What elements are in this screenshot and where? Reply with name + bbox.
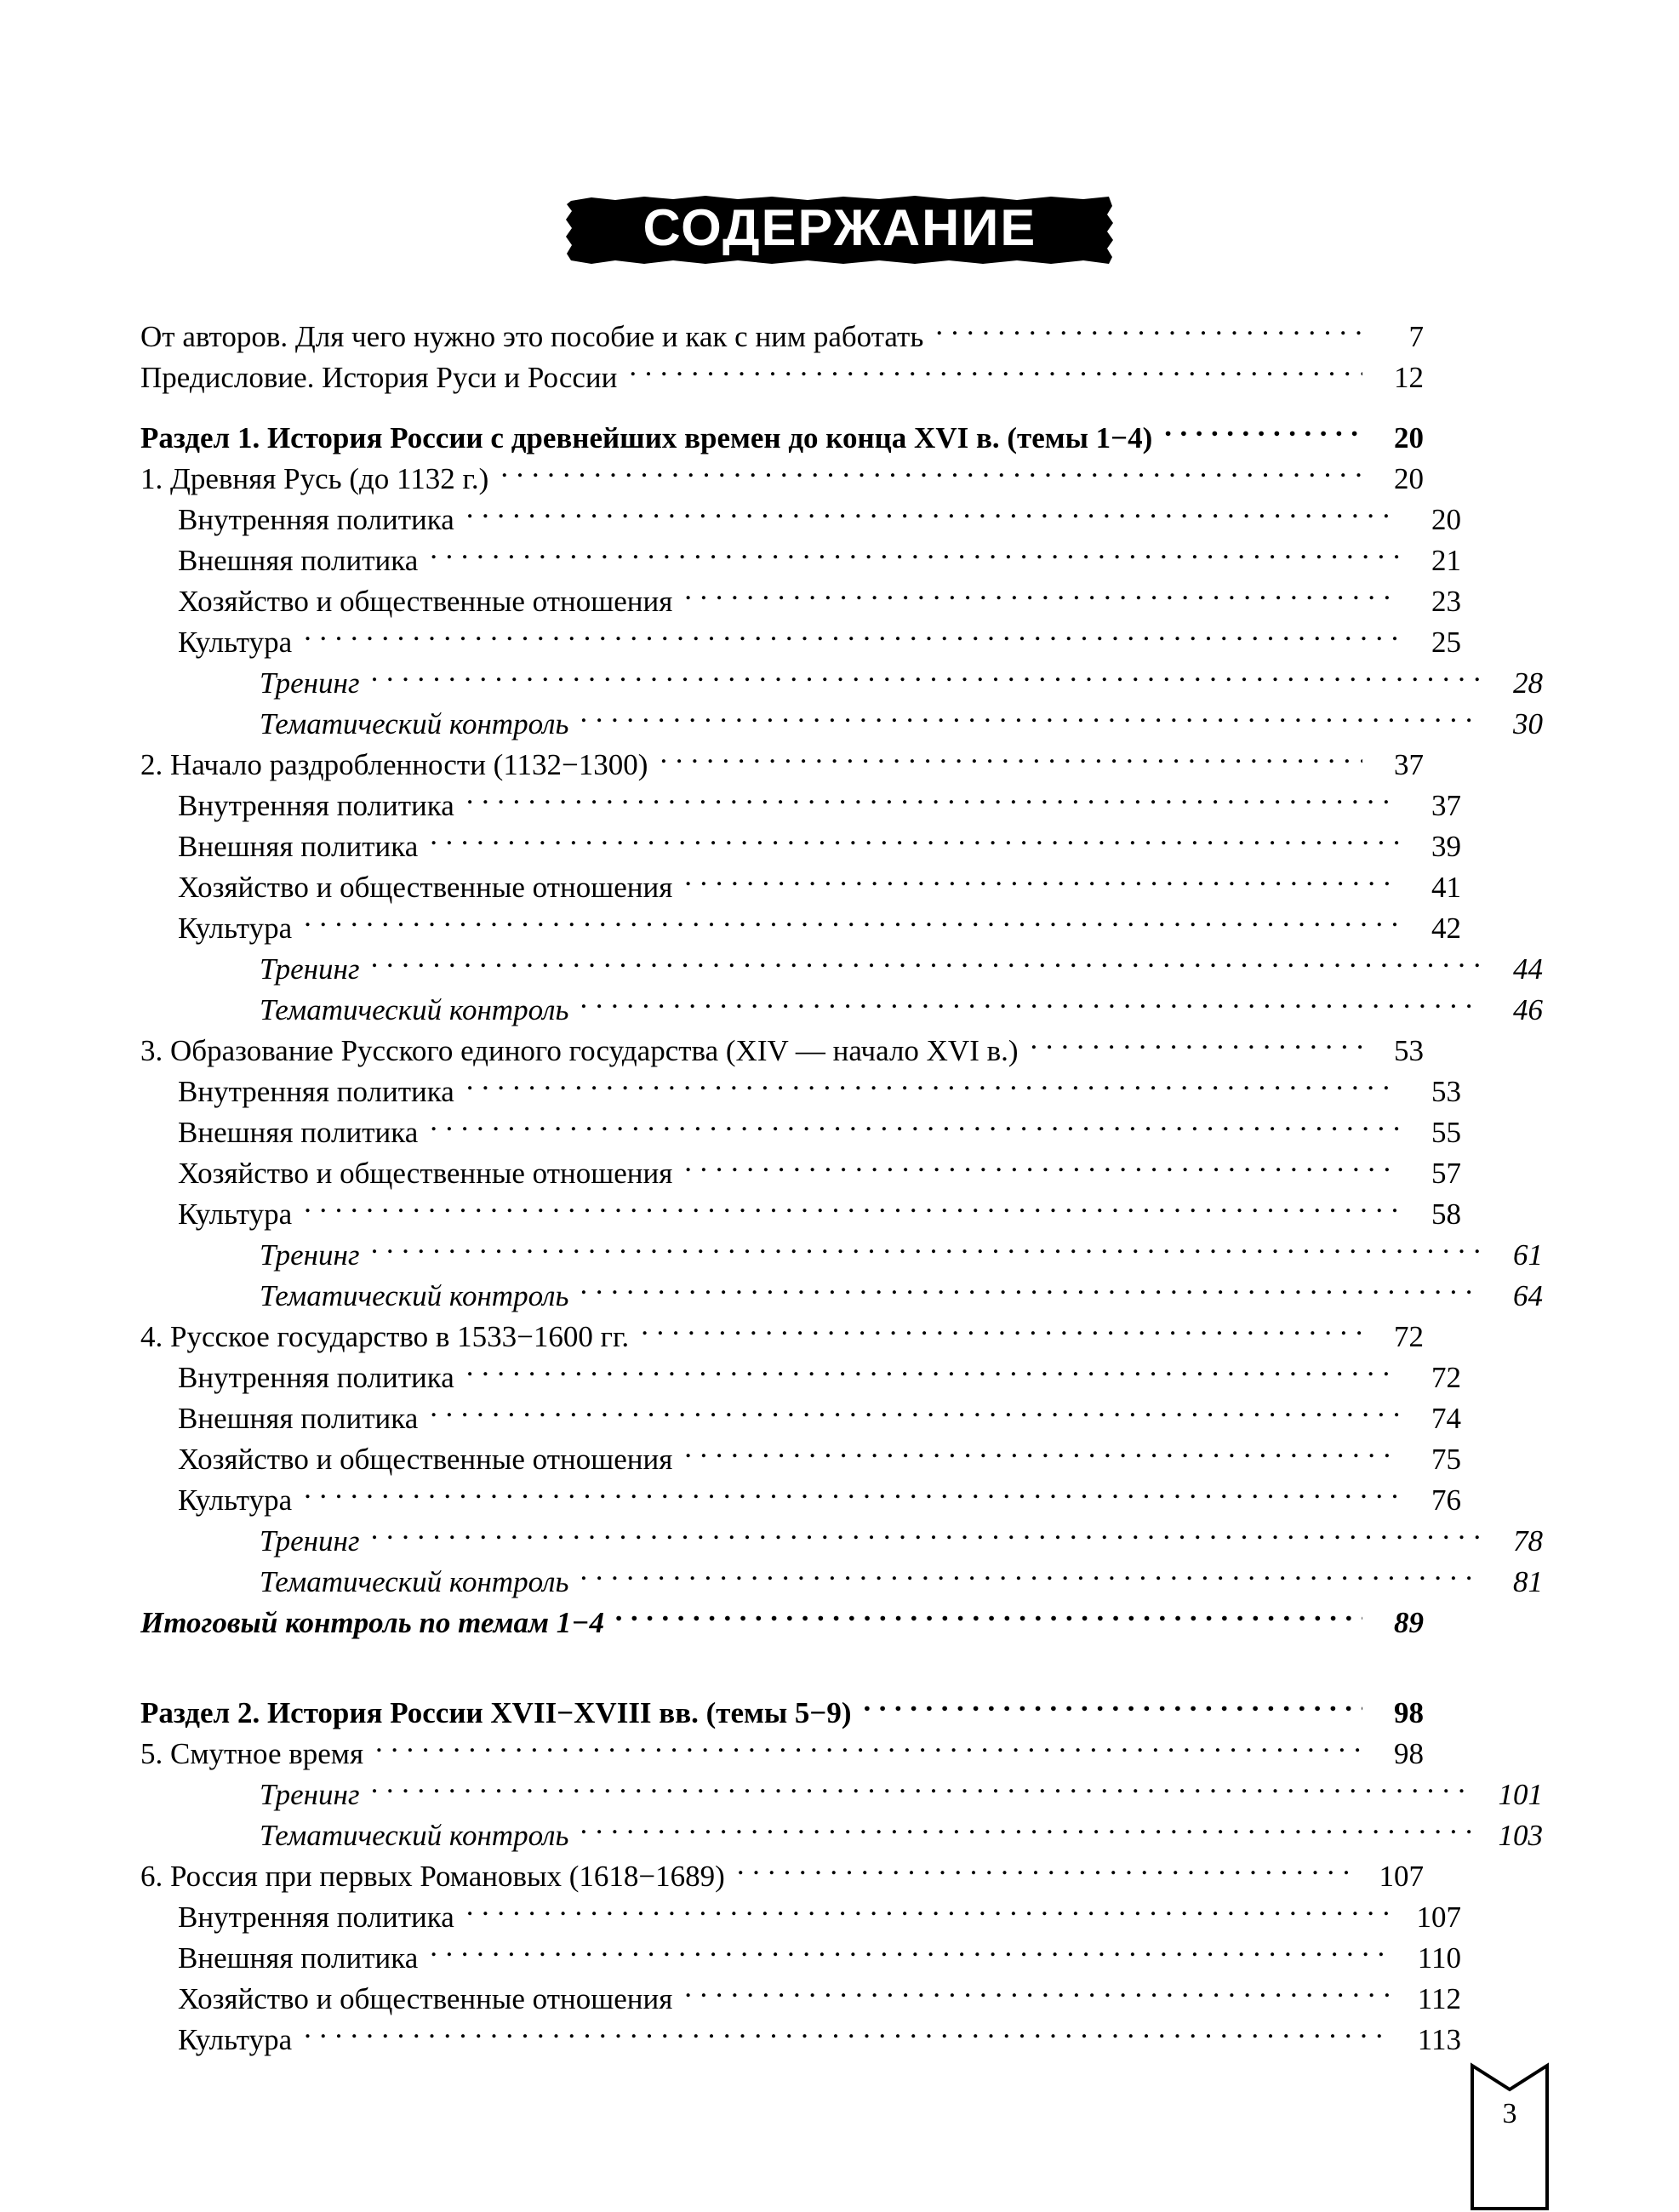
page-number-marker: [1469, 2062, 1551, 2212]
toc-entry-page-number: 41: [1431, 871, 1461, 904]
toc-entry[interactable]: [140, 1775, 1543, 1815]
toc-dot-leader: [372, 663, 1482, 693]
toc-entry[interactable]: [140, 1693, 1424, 1734]
toc-dot-leader: [466, 500, 1400, 529]
toc-entry-label: От авторов. Для чего нужно это пособие и как с ним работать: [140, 320, 924, 353]
toc-entry[interactable]: [140, 1357, 1461, 1398]
toc-entry-label: Внутренняя политика: [178, 1361, 454, 1394]
toc-entry-page-number: 7: [1408, 320, 1424, 353]
toc-entry[interactable]: [140, 1603, 1424, 1643]
toc-entry-label: 1. Древняя Русь (до 1132 г.): [140, 462, 489, 495]
toc-entry-page-number: 20: [1394, 462, 1424, 495]
toc-entry-page-number: 37: [1431, 789, 1461, 822]
toc-dot-leader: [580, 1815, 1471, 1845]
toc-dot-leader: [1031, 1031, 1362, 1060]
toc-entry-label: 3. Образование Русского единого государства (XIV — начало XVI в.): [140, 1034, 1019, 1067]
toc-entry-label: Тематический контроль: [260, 993, 569, 1026]
toc-entry[interactable]: [140, 581, 1461, 622]
toc-entry[interactable]: [140, 1194, 1461, 1235]
toc-entry-page-number: 20: [1394, 421, 1424, 454]
toc-entry[interactable]: [140, 1521, 1543, 1562]
toc-entry-page-number: 98: [1394, 1737, 1424, 1770]
toc-entry[interactable]: [140, 826, 1461, 867]
toc-dot-leader: [466, 786, 1400, 815]
toc-entry-label: Хозяйство и общественные отношения: [178, 585, 673, 618]
toc-dot-leader: [580, 1562, 1482, 1592]
toc-entry-label: Хозяйство и общественные отношения: [178, 1982, 673, 2015]
toc-dot-leader: [641, 1317, 1362, 1346]
toc-entry-page-number: 72: [1394, 1320, 1424, 1353]
toc-entry-page-number: 107: [1379, 1860, 1424, 1893]
toc-entry-label: Культура: [178, 626, 293, 659]
toc-entry-page-number: 101: [1498, 1778, 1543, 1811]
toc-entry-page-number: 72: [1431, 1361, 1461, 1394]
toc-entry-label: Культура: [178, 912, 293, 945]
toc-entry[interactable]: [140, 1317, 1424, 1357]
toc-entry[interactable]: [140, 1072, 1461, 1112]
toc-entry[interactable]: [140, 540, 1461, 581]
toc-entry[interactable]: [140, 500, 1461, 540]
toc-entry[interactable]: [140, 1480, 1461, 1521]
toc-entry-label: Внешняя политика: [178, 1941, 419, 1975]
toc-dot-leader: [580, 704, 1482, 734]
toc-entry-page-number: 58: [1431, 1197, 1461, 1231]
toc-dot-leader: [616, 1603, 1362, 1632]
toc-dot-leader: [304, 622, 1400, 652]
toc-dot-leader: [466, 1897, 1390, 1927]
toc-entry-page-number: 55: [1431, 1116, 1461, 1149]
toc-entry[interactable]: [140, 1979, 1461, 2020]
toc-dot-leader: [935, 317, 1362, 346]
toc-entry[interactable]: [140, 1815, 1543, 1856]
toc-entry-page-number: 30: [1513, 707, 1543, 740]
toc-entry[interactable]: [140, 663, 1543, 704]
toc-dot-leader: [684, 867, 1400, 897]
page-title: СОДЕРЖАНИЕ: [642, 199, 1037, 256]
toc-entry-page-number: 61: [1513, 1238, 1543, 1272]
toc-entry-page-number: 110: [1417, 1941, 1461, 1975]
toc-entry[interactable]: [140, 1153, 1461, 1194]
toc-entry-page-number: 21: [1431, 544, 1461, 577]
toc-dot-leader: [430, 540, 1400, 570]
toc-entry-label: Внешняя политика: [178, 544, 419, 577]
toc-entry-page-number: 89: [1394, 1606, 1424, 1639]
toc-entry[interactable]: [140, 1938, 1461, 1979]
toc-entry[interactable]: [140, 704, 1543, 745]
toc-entry[interactable]: [140, 908, 1461, 949]
toc-entry-label: Тренинг: [260, 1778, 360, 1811]
toc-dot-leader: [660, 745, 1362, 774]
toc-entry-label: Внешняя политика: [178, 1116, 419, 1149]
toc-entry-page-number: 57: [1431, 1157, 1461, 1190]
toc-entry-label: Тренинг: [260, 666, 360, 700]
toc-entry-label: Внутренняя политика: [178, 1900, 454, 1934]
toc-entry-label: Тематический контроль: [260, 1565, 569, 1598]
toc-dot-leader: [372, 1775, 1471, 1804]
toc-entry-label: 4. Русское государство в 1533−1600 гг.: [140, 1320, 630, 1353]
toc-entry-page-number: 74: [1431, 1402, 1461, 1435]
toc-entry[interactable]: [140, 990, 1543, 1031]
toc-entry-label: Тренинг: [260, 952, 360, 986]
toc-entry-page-number: 112: [1417, 1982, 1461, 2015]
toc-entry[interactable]: [140, 459, 1424, 500]
toc-entry-label: Внешняя политика: [178, 830, 419, 863]
toc-entry-label: 6. Россия при первых Романовых (1618−1689): [140, 1860, 725, 1893]
toc-entry[interactable]: [140, 1856, 1424, 1897]
toc-entry-label: Культура: [178, 2023, 293, 2056]
toc-entry-page-number: 25: [1431, 626, 1461, 659]
toc-entry-label: 5. Смутное время: [140, 1737, 364, 1770]
toc-entry[interactable]: [140, 317, 1424, 357]
toc-dot-leader: [466, 1072, 1400, 1101]
toc-entry-page-number: 53: [1394, 1034, 1424, 1067]
toc-dot-leader: [372, 1235, 1482, 1265]
toc-dot-leader: [430, 1398, 1400, 1428]
toc-entry-label: Тренинг: [260, 1524, 360, 1558]
toc-entry-label: Тренинг: [260, 1238, 360, 1272]
toc-dot-leader: [430, 1938, 1390, 1968]
toc-dot-leader: [580, 1276, 1482, 1306]
toc-dot-leader: [304, 1194, 1400, 1224]
toc-entry[interactable]: [140, 1276, 1543, 1317]
toc-entry-label: Тематический контроль: [260, 1279, 569, 1312]
toc-entry-page-number: 53: [1431, 1075, 1461, 1108]
toc-entry[interactable]: [140, 1562, 1543, 1603]
toc-entry[interactable]: [140, 1112, 1461, 1153]
toc-dot-leader: [430, 826, 1400, 856]
toc-entry[interactable]: [140, 1398, 1461, 1439]
contents-banner: [563, 189, 1117, 267]
toc-entry-page-number: 44: [1513, 952, 1543, 986]
toc-entry-label: Тематический контроль: [260, 1819, 569, 1852]
toc-dot-leader: [500, 459, 1362, 489]
toc-entry-page-number: 20: [1431, 503, 1461, 536]
toc-entry[interactable]: [140, 745, 1424, 786]
table-of-contents: [140, 317, 1543, 2061]
toc-entry-page-number: 98: [1394, 1696, 1424, 1729]
toc-entry-label: Внутренняя политика: [178, 503, 454, 536]
toc-dot-leader: [1164, 418, 1362, 448]
toc-entry-page-number: 28: [1513, 666, 1543, 700]
page-header: [0, 189, 1679, 267]
bookmark-ribbon-icon: [1469, 2062, 1551, 2212]
toc-dot-leader: [684, 581, 1400, 611]
toc-dot-leader: [864, 1693, 1362, 1723]
toc-dot-leader: [580, 990, 1482, 1020]
toc-entry-page-number: 39: [1431, 830, 1461, 863]
toc-entry[interactable]: [140, 1031, 1424, 1072]
toc-entry-page-number: 37: [1394, 748, 1424, 781]
toc-entry[interactable]: [140, 1439, 1461, 1480]
toc-dot-leader: [304, 1480, 1400, 1510]
toc-entry-page-number: 76: [1431, 1483, 1461, 1517]
toc-entry-label: Итоговый контроль по темам 1−4: [140, 1606, 604, 1639]
toc-dot-leader: [372, 1521, 1482, 1551]
toc-dot-leader: [304, 2020, 1390, 2049]
toc-entry[interactable]: [140, 622, 1461, 663]
toc-entry-label: Раздел 1. История России с древнейших времен до конца XVI в. (темы 1−4): [140, 421, 1153, 454]
toc-entry-page-number: 46: [1513, 993, 1543, 1026]
toc-entry-label: Раздел 2. История России XVII−XVIII вв. (темы 5−9): [140, 1696, 852, 1729]
toc-entry[interactable]: [140, 1235, 1543, 1276]
toc-entry-page-number: 78: [1513, 1524, 1543, 1558]
toc-entry[interactable]: [140, 1897, 1461, 1938]
toc-entry-page-number: 12: [1394, 361, 1424, 394]
toc-entry-label: Хозяйство и общественные отношения: [178, 871, 673, 904]
toc-entry-page-number: 75: [1431, 1443, 1461, 1476]
toc-entry[interactable]: [140, 1734, 1424, 1775]
toc-dot-leader: [684, 1979, 1390, 2009]
toc-entry[interactable]: [140, 949, 1543, 990]
toc-entry[interactable]: [140, 786, 1461, 826]
toc-entry-label: Внутренняя политика: [178, 1075, 454, 1108]
toc-entry-label: Внешняя политика: [178, 1402, 419, 1435]
toc-dot-leader: [375, 1734, 1362, 1763]
toc-entry-page-number: 113: [1417, 2023, 1461, 2056]
toc-dot-leader: [466, 1357, 1400, 1387]
toc-entry-label: 2. Начало раздробленности (1132−1300): [140, 748, 648, 781]
toc-dot-leader: [430, 1112, 1400, 1142]
toc-entry-label: Культура: [178, 1483, 293, 1517]
toc-entry[interactable]: [140, 418, 1424, 459]
toc-dot-leader: [737, 1856, 1352, 1886]
toc-entry-label: Хозяйство и общественные отношения: [178, 1443, 673, 1476]
toc-entry-label: Внутренняя политика: [178, 789, 454, 822]
toc-entry-page-number: 81: [1513, 1565, 1543, 1598]
toc-dot-leader: [304, 908, 1400, 938]
toc-entry-page-number: 107: [1416, 1900, 1461, 1934]
toc-entry-label: Хозяйство и общественные отношения: [178, 1157, 673, 1190]
toc-dot-leader: [372, 949, 1482, 979]
toc-entry-page-number: 64: [1513, 1279, 1543, 1312]
toc-entry[interactable]: [140, 2020, 1461, 2061]
toc-entry-page-number: 42: [1431, 912, 1461, 945]
toc-entry-page-number: 23: [1431, 585, 1461, 618]
toc-entry-label: Культура: [178, 1197, 293, 1231]
toc-entry-label: Предисловие. История Руси и России: [140, 361, 618, 394]
toc-dot-leader: [629, 357, 1362, 387]
toc-entry-label: Тематический контроль: [260, 707, 569, 740]
toc-entry[interactable]: [140, 357, 1424, 398]
toc-entry[interactable]: [140, 867, 1461, 908]
toc-dot-leader: [684, 1439, 1400, 1469]
page-number: 3: [1502, 2098, 1517, 2129]
toc-dot-leader: [684, 1153, 1400, 1183]
toc-entry-page-number: 103: [1498, 1819, 1543, 1852]
